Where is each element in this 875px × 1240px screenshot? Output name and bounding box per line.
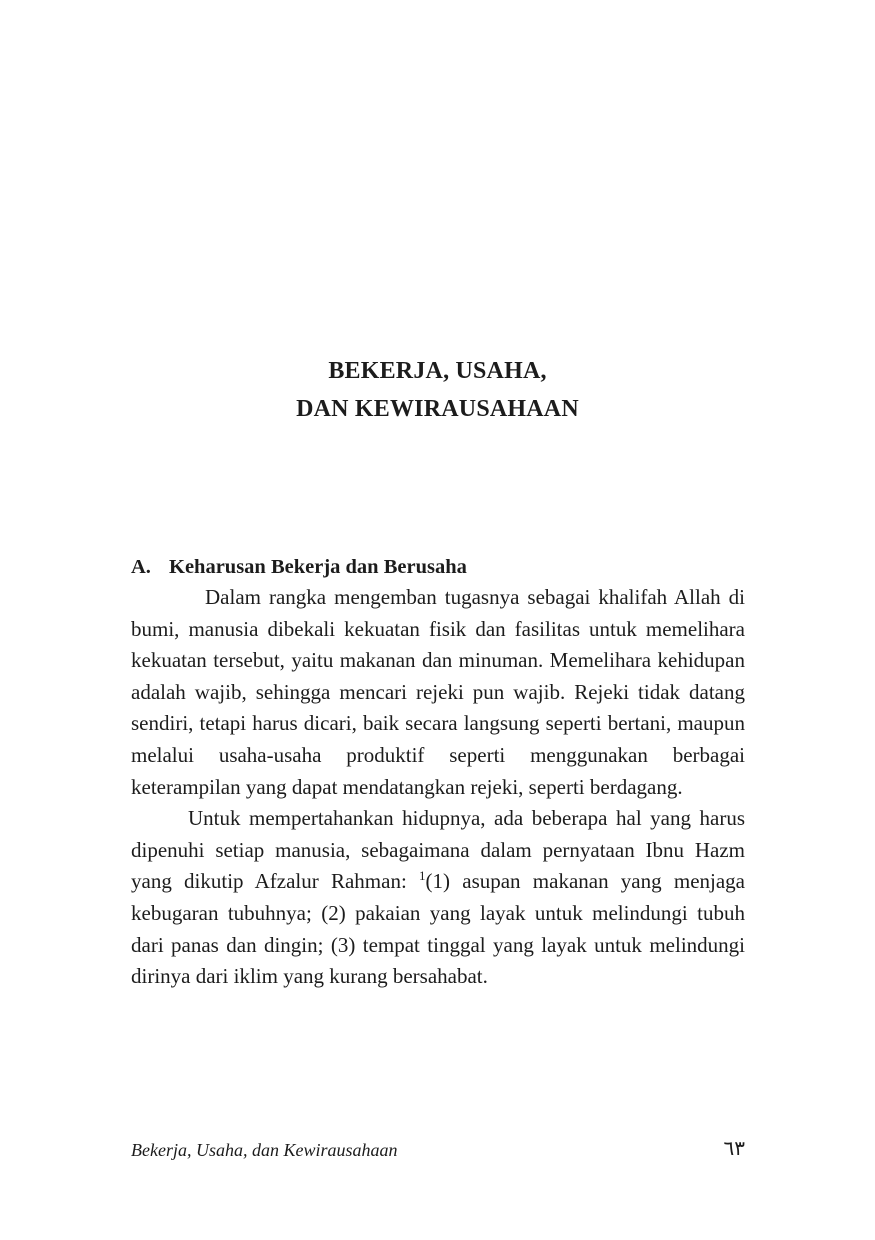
- paragraph-2-part-2: (1) asupan makanan yang menjaga kebugaran tubuhnya; (2) pakaian yang layak untuk melindungi tubuh dari panas dan dingin; (3) tempat tinggal yang layak untuk melindungi dirinya dari iklim yang kurang bersahabat.: [131, 869, 745, 989]
- paragraph-1: Dalam rangka mengemban tugasnya sebagai khalifah Allah di bumi, manusia dibekali kekuatan fisik dan fasilitas untuk memelihara kekuatan tersebut, yaitu makanan dan minuman. Memelihara kehidupan adalah wajib, sehingga mencari rejeki pun wajib. Rejeki tidak datang sendiri, tetapi harus dicari, baik secara langsung seperti bertani, maupun melalui usaha-usaha produktif seperti menggunakan berbagai keterampilan yang dapat mendatangkan rejeki, seperti berdagang.: [131, 585, 745, 799]
- paragraph-2: [131, 803, 745, 993]
- section-letter: A.: [131, 556, 151, 578]
- body-text: [131, 582, 745, 993]
- chapter-title-line-2: DAN KEWIRAUSAHAAN: [296, 396, 579, 422]
- section-heading-text: Keharusan Bekerja dan Berusaha: [169, 556, 467, 578]
- running-footer-title: Bekerja, Usaha, dan Kewirausahaan: [131, 1140, 398, 1160]
- section-heading: [131, 553, 467, 581]
- footnote-reference[interactable]: 1: [419, 868, 426, 884]
- chapter-title: [0, 352, 875, 428]
- paragraph-2-part-1: Untuk mempertahankan hidupnya, ada beberapa hal yang harus dipenuhi setiap manusia, sebagaimana dalam pernyataan Ibnu Hazm yang dikutip Afzalur Rahman:: [131, 806, 745, 894]
- page-number: ٦٣: [723, 1136, 745, 1160]
- chapter-title-line-1: BEKERJA, USAHA,: [328, 358, 547, 384]
